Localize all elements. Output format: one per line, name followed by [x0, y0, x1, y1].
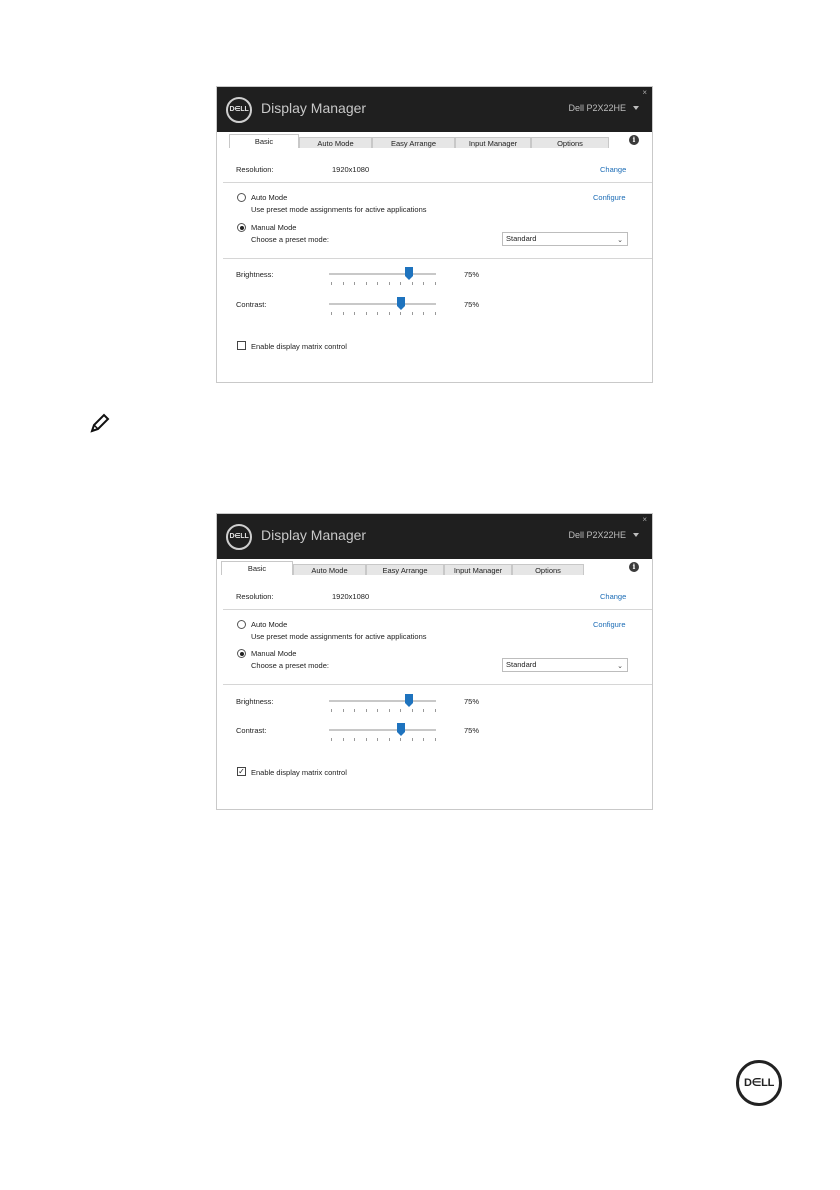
slider-tick [389, 282, 390, 285]
preset-mode-value: Standard [506, 660, 537, 669]
preset-mode-prompt: Choose a preset mode: [251, 661, 329, 670]
contrast-value: 75% [464, 726, 480, 735]
slider-tick [400, 738, 401, 741]
slider-tick [343, 282, 344, 285]
slider-tick [400, 709, 401, 712]
slider-tick [412, 282, 413, 285]
app-title: Display Manager [261, 527, 367, 543]
tab-basic[interactable]: Basic [221, 561, 293, 575]
brightness-slider-thumb[interactable] [405, 694, 413, 707]
configure-link[interactable]: Configure [593, 193, 626, 202]
slider-tick [366, 282, 367, 285]
tab-options[interactable]: Options [512, 564, 584, 575]
auto-mode-label: Auto Mode [251, 620, 288, 629]
preset-mode-select[interactable] [502, 232, 628, 246]
divider [223, 684, 652, 685]
tab-easy-arrange[interactable]: Easy Arrange [366, 564, 444, 575]
tab-input-manager[interactable]: Input Manager [455, 137, 531, 148]
brightness-value: 75% [464, 697, 480, 706]
slider-tick [389, 312, 390, 315]
slider-tick [354, 312, 355, 315]
matrix-label: Enable display matrix control [251, 342, 347, 351]
matrix-label: Enable display matrix control [251, 768, 347, 777]
slider-tick [366, 738, 367, 741]
info-icon[interactable]: i [629, 562, 639, 572]
brightness-label: Brightness: [236, 697, 274, 706]
monitor-selector[interactable]: Dell P2X22HE [568, 103, 626, 113]
slider-tick [343, 738, 344, 741]
preset-mode-select[interactable] [502, 658, 628, 672]
slider-tick [389, 738, 390, 741]
caret-down-icon[interactable] [633, 106, 639, 110]
title-bar [217, 514, 652, 559]
contrast-slider-track[interactable] [329, 729, 436, 731]
slider-tick [366, 709, 367, 712]
note-pencil-icon [89, 412, 111, 434]
tab-auto-mode[interactable]: Auto Mode [299, 137, 372, 148]
change-link[interactable]: Change [600, 165, 627, 174]
slider-tick [423, 282, 424, 285]
slider-tick [354, 282, 355, 285]
slider-tick [331, 312, 332, 315]
dell-logo: D∈LL [226, 97, 252, 123]
slider-tick [435, 282, 436, 285]
slider-tick [423, 709, 424, 712]
brightness-slider-track[interactable] [329, 700, 436, 702]
manual-mode-label: Manual Mode [251, 649, 297, 658]
slider-tick [377, 738, 378, 741]
slider-tick [389, 709, 390, 712]
resolution-value: 1920x1080 [332, 592, 370, 601]
brightness-slider-thumb[interactable] [405, 267, 413, 280]
slider-tick [423, 312, 424, 315]
brightness-ticks [331, 282, 435, 285]
auto-mode-description: Use preset mode assignments for active applications [251, 632, 427, 641]
slider-tick [331, 709, 332, 712]
auto-mode-radio[interactable] [237, 620, 246, 629]
contrast-label: Contrast: [236, 726, 267, 735]
slider-tick [412, 738, 413, 741]
manual-mode-label: Manual Mode [251, 223, 297, 232]
contrast-ticks [331, 738, 435, 741]
preset-mode-value: Standard [506, 234, 537, 243]
tab-options[interactable]: Options [531, 137, 609, 148]
divider [223, 258, 652, 259]
tab-basic[interactable]: Basic [229, 134, 299, 148]
manual-mode-radio[interactable] [237, 223, 246, 232]
display-manager-window-2 [216, 513, 653, 810]
slider-tick [400, 312, 401, 315]
slider-tick [435, 738, 436, 741]
close-icon[interactable]: × [642, 515, 647, 524]
display-manager-window-1 [216, 86, 653, 383]
slider-tick [354, 709, 355, 712]
resolution-value: 1920x1080 [332, 165, 370, 174]
change-link[interactable]: Change [600, 592, 627, 601]
auto-mode-description: Use preset mode assignments for active applications [251, 205, 427, 214]
auto-mode-radio[interactable] [237, 193, 246, 202]
slider-tick [366, 312, 367, 315]
contrast-slider-thumb[interactable] [397, 723, 405, 736]
contrast-value: 75% [464, 300, 480, 309]
tab-auto-mode[interactable]: Auto Mode [293, 564, 366, 575]
slider-tick [331, 282, 332, 285]
contrast-slider-track[interactable] [329, 303, 436, 305]
tab-bar [217, 559, 652, 575]
matrix-checkbox[interactable] [237, 341, 246, 350]
slider-tick [377, 282, 378, 285]
resolution-label: Resolution: [236, 592, 274, 601]
slider-tick [435, 709, 436, 712]
slider-tick [377, 709, 378, 712]
slider-tick [423, 738, 424, 741]
title-bar [217, 87, 652, 132]
slider-tick [343, 709, 344, 712]
slider-tick [377, 312, 378, 315]
chevron-down-icon: ⌄ [617, 237, 623, 244]
slider-tick [343, 312, 344, 315]
slider-tick [400, 282, 401, 285]
divider [223, 609, 652, 610]
dell-footer-logo: D∈LL [736, 1060, 782, 1106]
resolution-label: Resolution: [236, 165, 274, 174]
tab-easy-arrange[interactable]: Easy Arrange [372, 137, 455, 148]
contrast-label: Contrast: [236, 300, 267, 309]
slider-tick [412, 709, 413, 712]
contrast-ticks [331, 312, 435, 315]
chevron-down-icon: ⌄ [617, 663, 623, 670]
app-title: Display Manager [261, 100, 367, 116]
manual-mode-radio[interactable] [237, 649, 246, 658]
brightness-slider-track[interactable] [329, 273, 436, 275]
slider-tick [354, 738, 355, 741]
monitor-selector[interactable]: Dell P2X22HE [568, 530, 626, 540]
slider-tick [412, 312, 413, 315]
slider-tick [331, 738, 332, 741]
contrast-slider-thumb[interactable] [397, 297, 405, 310]
matrix-checkbox[interactable]: ✓ [238, 767, 245, 776]
info-icon[interactable]: i [629, 135, 639, 145]
configure-link[interactable]: Configure [593, 620, 626, 629]
tab-bar [217, 132, 652, 148]
auto-mode-label: Auto Mode [251, 193, 288, 202]
close-icon[interactable]: × [642, 88, 647, 97]
tab-input-manager[interactable]: Input Manager [444, 564, 512, 575]
caret-down-icon[interactable] [633, 533, 639, 537]
brightness-value: 75% [464, 270, 480, 279]
divider [223, 182, 652, 183]
brightness-ticks [331, 709, 435, 712]
slider-tick [435, 312, 436, 315]
dell-logo: D∈LL [226, 524, 252, 550]
brightness-label: Brightness: [236, 270, 274, 279]
preset-mode-prompt: Choose a preset mode: [251, 235, 329, 244]
